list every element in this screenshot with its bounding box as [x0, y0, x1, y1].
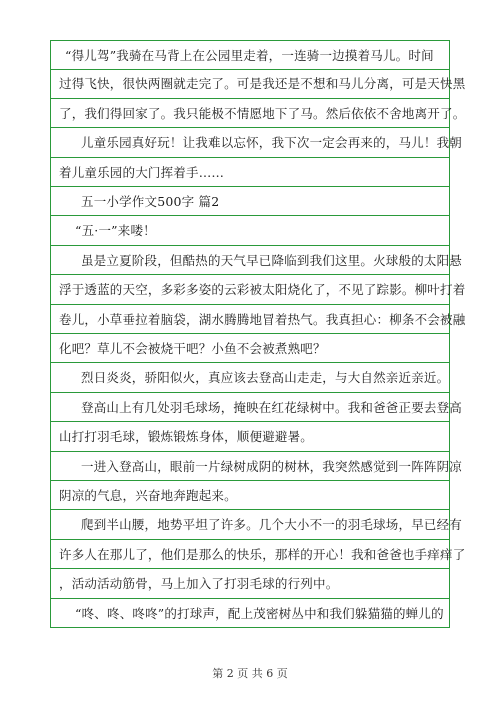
grid-row [50, 452, 463, 481]
grid-row [50, 99, 466, 128]
row-text: 爬到半山腰，地势平坦了许多。几个大小不一的羽毛球场，早已经有 [81, 517, 463, 533]
grid-row [50, 599, 450, 628]
row-text: 虽是立夏阶段，但酷热的天气早已降临到我们这里。火球般的太阳悬 [81, 252, 463, 268]
grid-row [50, 275, 466, 304]
grid-row [50, 158, 450, 187]
row-text: 山打打羽毛球，锻炼锻炼身体，顺便避避暑。 [59, 429, 314, 445]
row-text: “五·一”来喽！ [75, 223, 156, 239]
row-text: ，活动活动筋骨，马上加入了打羽毛球的行列中。 [59, 576, 339, 592]
page-footer: 第 2 页 共 6 页 [212, 667, 288, 680]
row-text: 儿童乐园真好玩！让我难以忘怀，我下次一定会再来的，马儿！我朝 [81, 135, 463, 151]
grid-row [50, 481, 450, 510]
row-text: 登高山上有几处羽毛球场，掩映在红花绿树中。我和爸爸正要去登高 [81, 399, 463, 415]
row-text: 卷儿，小草垂拉着脑袋，湖水腾腾地冒着热气。我真担心：柳条不会被融 [59, 311, 466, 327]
grid-row [50, 334, 450, 363]
grid-row [50, 187, 450, 216]
grid-row [50, 393, 463, 422]
row-text: 许多人在那儿了，他们是那么的快乐，那样的开心！我和爸爸也手痒痒了 [59, 546, 466, 562]
grid-row [50, 128, 463, 157]
grid-row [50, 569, 450, 598]
row-text: 化吧？草儿不会被烧干吧？小鱼不会被煮熟吧？ [59, 341, 326, 356]
row-text: 烈日炎炎，骄阳似火，真应该去登高山走走，与大自然亲近亲近。 [81, 370, 450, 386]
section-heading: 五一小学作文500字 篇2 [81, 194, 220, 209]
row-text: 过得飞快，很快两圈就走完了。可是我还是不想和马儿分离，可是天快黑 [59, 76, 466, 92]
grid-row [50, 69, 466, 98]
grid-row [50, 540, 466, 569]
row-text: “得儿驾”我骑在马背上在公园里走着，一连骑一边摸着马儿。时间 [65, 48, 434, 63]
row-text: 浮于透蓝的天空，多彩多姿的云彩被太阳烧化了，不见了踪影。柳叶打着 [59, 282, 466, 298]
row-text: 一进入登高山，眼前一片绿树成阴的树林，我突然感觉到一阵阵阴凉 [81, 458, 463, 474]
row-text: “咚、咚、咚咚”的打球声，配上茂密树丛中和我们躲猫猫的蝉儿的 [75, 605, 444, 621]
grid-row [50, 246, 463, 275]
grid-row [50, 40, 450, 70]
row-text: 阴凉的气息，兴奋地奔跑起来。 [59, 488, 237, 503]
grid-row [50, 305, 466, 334]
row-text: 了，我们得回家了。我只能极不情愿地下了马。然后依依不舍地离开了。 [59, 105, 466, 121]
grid-row [50, 216, 450, 245]
row-text: 着儿童乐园的大门挥着手…… [59, 164, 225, 180]
lined-writing-grid [50, 40, 466, 628]
grid-row [50, 363, 450, 392]
grid-row [50, 422, 450, 451]
grid-row [50, 510, 463, 539]
